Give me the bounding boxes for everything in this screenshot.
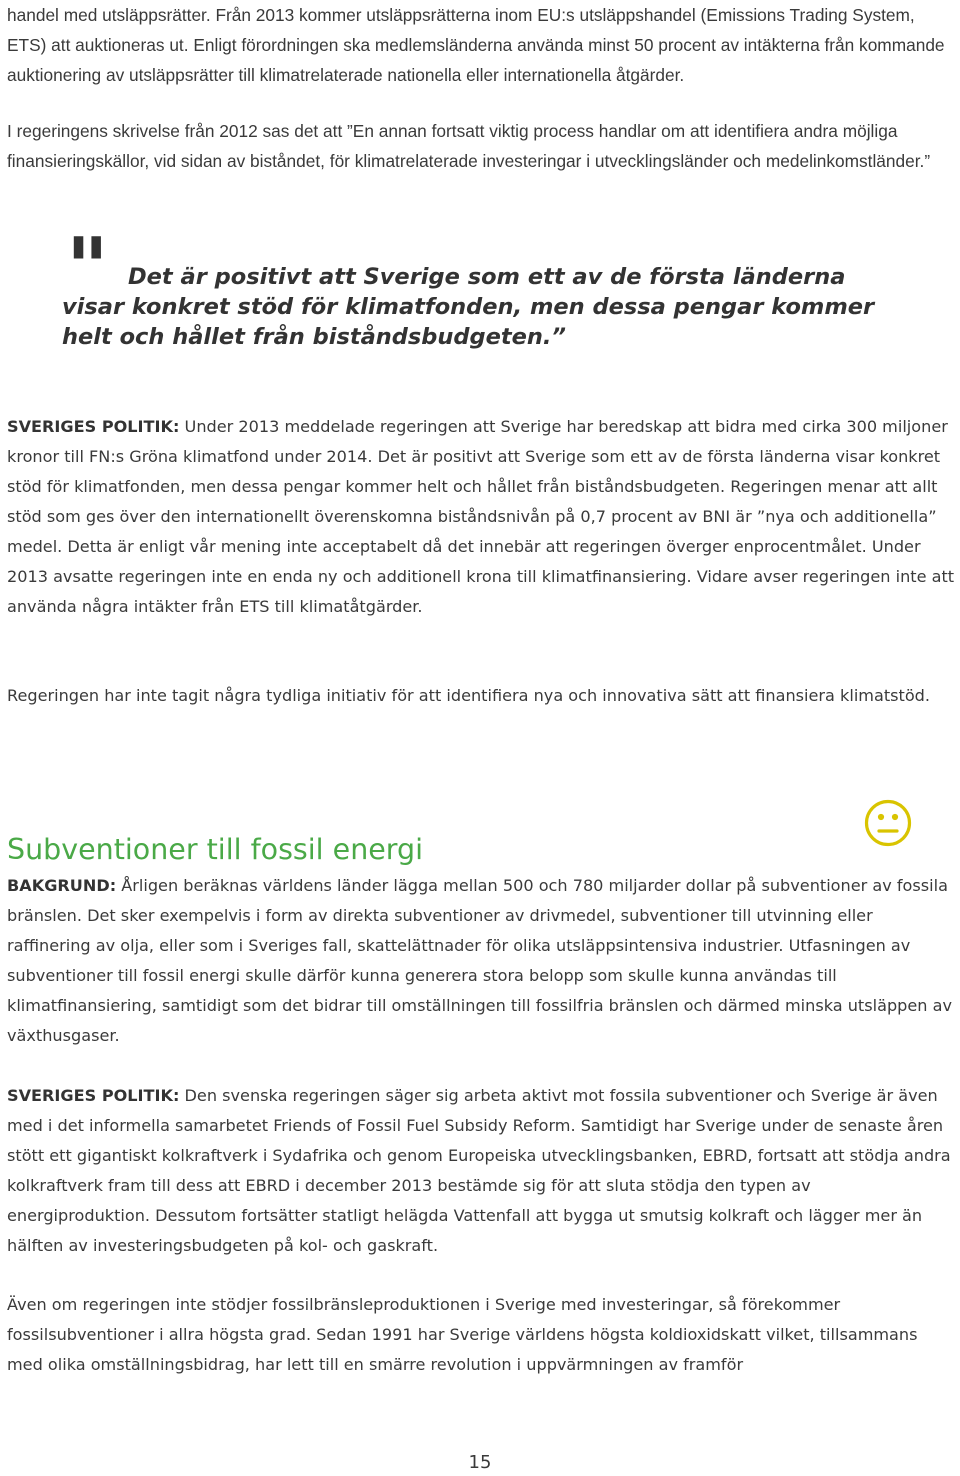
fossil-paragraph: Även om regeringen inte stödjer fossilbränsleproduktionen i Sverige med investeringar, så förekommer fossilsubventioner i allra högsta grad. Sedan 1991 har Sverige världens högsta koldioxidskatt vilket, tillsammans med olika omställningsbidrag, har lett till en smärre revolution i uppvärmningen av framför bbox=[7, 1295, 918, 1374]
politik-paragraph-2 bbox=[7, 1081, 957, 1261]
politik-paragraph-1 bbox=[7, 412, 957, 622]
bakgrund-text: Årligen beräknas världens länder lägga mellan 500 och 780 miljarder dollar på subventioner av fossila bränslen. Det sker exempelvis i form av direkta subventioner av drivmedel, subventioner till utvinning eller raffinering av olja, eller som i Sveriges fall, skattelättnader för olika utsläppsintensiva industrier. Utfasningen av subventioner till fossil energi skulle därför kunna generera stora belopp som skulle kunna användas till klimatfinansiering, samtidigt som det bidrar till omställningen till fossilfria bränslen och därmed minska utsläppen av växthusgaser. bbox=[7, 876, 952, 1045]
politik-text-1: Under 2013 meddelade regeringen att Sverige har beredskap att bidra med cirka 300 miljoner kronor till FN:s Gröna klimatfond under 2014. Det är positivt att Sverige som ett av de första länderna visar konkret stöd för klimatfonden, men dessa pengar kommer helt och hållet från biståndsbudgeten. Regeringen menar att allt stöd som ges över den internationellt överenskomna biståndsnivån på 0,7 procent av BNI är ”nya och additionella” medel. Detta är enligt vår mening inte acceptabelt då det innebär att regeringen överger enprocentmålet. Under 2013 avsatte regeringen inte en enda ny och additionell krona till klimatfinansiering. Vidare avser regeringen inte att använda några intäkter från ETS till klimatåtgärder. bbox=[7, 417, 955, 616]
initiativ-paragraph: Regeringen har inte tagit några tydliga initiativ för att identifiera nya och innovativa sätt att finansiera klimatstöd. bbox=[7, 686, 931, 705]
politik-label-2: SVERIGES POLITIK: bbox=[7, 1086, 180, 1105]
pull-quote-text: Det är positivt att Sverige som ett av de första länderna visar konkret stöd för klimatfonden, men dessa pengar kommer helt och hållet från biståndsbudgeten.” bbox=[62, 264, 875, 350]
bakgrund-paragraph bbox=[7, 871, 957, 1051]
intro-paragraph-2: I regeringens skrivelse från 2012 sas det att ”En annan fortsatt viktig process handlar om att identifiera andra möjliga finansieringskällor, vid sidan av biståndet, för klimatrelaterade investeringar i utvecklingsländer och medelinkomstländer.” bbox=[7, 121, 931, 171]
quotation-mark-icon: " bbox=[66, 221, 109, 316]
politik-label-1: SVERIGES POLITIK: bbox=[7, 417, 180, 436]
pull-quote bbox=[62, 262, 902, 352]
bakgrund-label: BAKGRUND: bbox=[7, 876, 117, 895]
politik-text-2: Den svenska regeringen säger sig arbeta aktivt mot fossila subventioner och Sverige är även med i det informella samarbetet Friends of Fossil Fuel Subsidy Reform. Samtidigt har Sverige under de senaste åren stött ett gigantiskt kolkraftverk i Sydafrika och genom Europeiska utvecklingsbanken, EBRD, fortsatt att stödja andra kolkraftverk fram till dess att EBRD i december 2013 bestämde sig för att sluta stödja den typen av energiproduktion. Dessutom fortsätter statligt helägda Vattenfall att bygga ut smutsig kolkraft och lägger mer än hälften av investeringsbudgeten på kol- och gaskraft. bbox=[7, 1086, 951, 1255]
page-number: 15 bbox=[468, 1452, 492, 1473]
intro-paragraph-1: handel med utsläppsrätter. Från 2013 kommer utsläppsrätterna inom EU:s utsläppshandel (Emissions Trading System, ETS) att auktioneras ut. Enligt förordningen ska medlemsländerna använda minst 50 procent av intäkterna från kommande auktionering av utsläppsrätter till klimatrelaterade nationella eller internationella åtgärder. bbox=[7, 5, 945, 85]
section-heading: Subventioner till fossil energi bbox=[7, 832, 424, 866]
neutral-face-icon bbox=[863, 798, 913, 848]
